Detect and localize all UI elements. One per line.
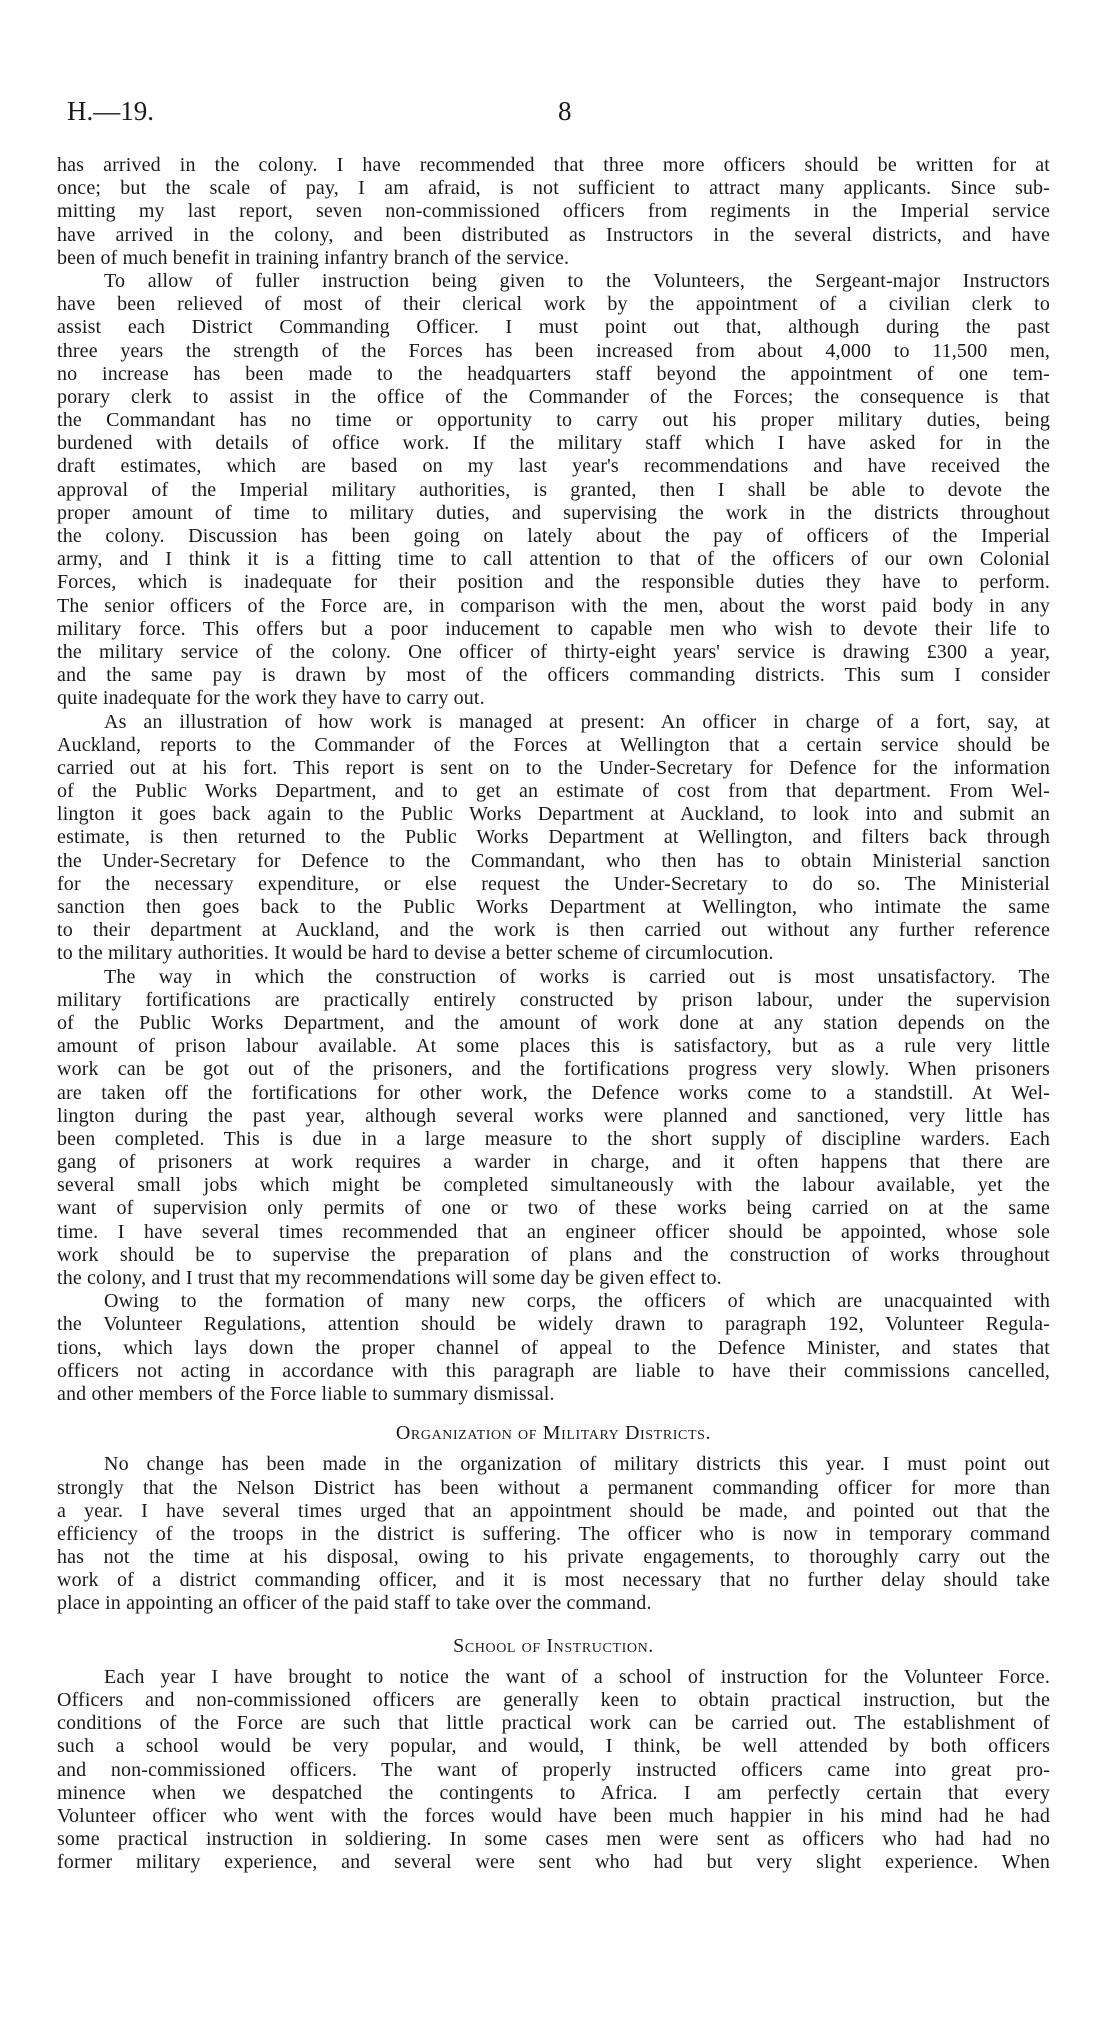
text-line: military fortifications are practically entirely constructed by prison labour, under the supervision xyxy=(57,988,1050,1011)
paragraph xyxy=(57,1453,1050,1615)
text-line: work should be to supervise the preparation of plans and the construction of works throughout xyxy=(57,1243,1050,1266)
text-line: are taken off the fortifications for other work, the Defence works come to a standstill. At Wel- xyxy=(57,1081,1050,1104)
text-line: To allow of fuller instruction being given to the Volunteers, the Sergeant-major Instructors xyxy=(104,269,1050,292)
text-line: the Volunteer Regulations, attention should be widely drawn to paragraph 192, Volunteer Regula- xyxy=(57,1313,1050,1336)
paragraph xyxy=(57,1290,1050,1406)
text-line: of the Public Works Department, and the amount of work done at any station depends on the xyxy=(57,1011,1050,1034)
paragraph xyxy=(57,1666,1050,1875)
text-line: As an illustration of how work is managed at present: An officer in charge of a fort, say, at xyxy=(104,710,1050,733)
paragraph xyxy=(57,154,1050,270)
text-line: quite inadequate for the work they have to carry out. xyxy=(57,687,485,710)
text-line: several small jobs which might be completed simultaneously with the labour available, yet the xyxy=(57,1174,1050,1197)
text-line: approval of the Imperial military authorities, is granted, then I shall be able to devote the xyxy=(57,478,1050,501)
text-line: mitting my last report, seven non-commissioned officers from regiments in the Imperial service xyxy=(57,200,1050,223)
text-line: to the military authorities. It would be hard to devise a better scheme of circumlocution. xyxy=(57,942,774,965)
text-line: The senior officers of the Force are, in comparison with the men, about the worst paid body in any xyxy=(57,594,1050,617)
paragraph xyxy=(57,270,1050,711)
text-line: military force. This offers but a poor inducement to capable men who wish to devote their life to xyxy=(57,617,1050,640)
text-line: officers not acting in accordance with this paragraph are liable to have their commissions cancelled, xyxy=(57,1359,1050,1382)
text-line: once; but the scale of pay, I am afraid, is not sufficient to attract many applicants. Since sub- xyxy=(57,177,1050,200)
text-line: the Commandant has no time or opportunity to carry out his proper military duties, being xyxy=(57,409,1050,432)
text-line: burdened with details of office work. If the military staff which I have asked for in the xyxy=(57,432,1050,455)
text-line: Officers and non-commissioned officers are generally keen to obtain practical instruction, but the xyxy=(57,1689,1050,1711)
text-line: and non-commissioned officers. The want of properly instructed officers came into great pro- xyxy=(57,1758,1050,1781)
text-line: proper amount of time to military duties, and supervising the work in the districts throughout xyxy=(57,501,1050,524)
text-line: draft estimates, which are based on my last year's recommendations and have received the xyxy=(57,455,1050,478)
text-line: of the Public Works Department, and to get an estimate of cost from that department. From Wel- xyxy=(57,780,1050,803)
text-line: assist each District Commanding Officer. I must point out that, although during the past xyxy=(57,316,1050,339)
text-line: sanction then goes back to the Public Works Department at Wellington, who intimate the same xyxy=(57,896,1050,918)
text-line: gang of prisoners at work requires a warder in charge, and it often happens that there are xyxy=(57,1151,1050,1174)
text-line: conditions of the Force are such that little practical work can be carried out. The establishment of xyxy=(57,1712,1050,1735)
text-line: efficiency of the troops in the district is suffering. The officer who is now in temporary command xyxy=(57,1522,1050,1545)
text-line: the colony. Discussion has been going on lately about the pay of officers of the Imperial xyxy=(57,525,1050,547)
paragraph xyxy=(57,966,1050,1291)
text-line: for the necessary expenditure, or else request the Under-Secretary to do so. The Ministerial xyxy=(57,872,1050,895)
text-line: Forces, which is inadequate for their position and the responsible duties they have to perform. xyxy=(57,571,1050,594)
text-line: have been relieved of most of their clerical work by the appointment of a civilian clerk to xyxy=(57,293,1050,316)
text-line: have arrived in the colony, and been distributed as Instructors in the several districts, and have xyxy=(57,223,1050,246)
text-line: lington it goes back again to the Public Works Department at Auckland, to look into and submit an xyxy=(57,803,1050,826)
text-line: carried out at his fort. This report is sent on to the Under-Secretary for Defence for the information xyxy=(57,756,1050,779)
text-line: some practical instruction in soldiering. In some cases men were sent as officers who had had no xyxy=(57,1828,1050,1851)
text-line: army, and I think it is a fitting time to call attention to that of the officers of our own Colonial xyxy=(57,548,1050,571)
text-line: work can be got out of the prisoners, and the fortifications progress very slowly. When prisoners xyxy=(57,1058,1050,1081)
text-line: minence when we despatched the contingents to Africa. I am perfectly certain that every xyxy=(57,1781,1050,1804)
text-line: a year. I have several times urged that an appointment should be made, and pointed out that the xyxy=(57,1499,1050,1522)
text-line: such a school would be very popular, and would, I think, be well attended by both officers xyxy=(57,1735,1050,1758)
section-heading: Organization of Military Districts. xyxy=(395,1422,712,1445)
text-line: Each year I have brought to notice the want of a school of instruction for the Volunteer Force. xyxy=(104,1665,1050,1688)
page-header xyxy=(0,96,1114,130)
text-line: work of a district commanding officer, and it is most necessary that no further delay should take xyxy=(57,1569,1050,1592)
text-line: and the same pay is drawn by most of the officers commanding districts. This sum I consider xyxy=(57,664,1050,687)
text-line: estimate, is then returned to the Public Works Department at Wellington, and filters back through xyxy=(57,826,1050,849)
body-text xyxy=(57,154,1050,1875)
text-line: time. I have several times recommended that an engineer officer should be appointed, whose sole xyxy=(57,1220,1050,1243)
text-line: porary clerk to assist in the office of the Commander of the Forces; the consequence is that xyxy=(57,385,1050,408)
text-line: Volunteer officer who went with the forces would have been much happier in his mind had he had xyxy=(57,1804,1050,1827)
text-line: Owing to the formation of many new corps, the officers of which are unacquainted with xyxy=(104,1290,1050,1313)
paragraph xyxy=(57,711,1050,966)
text-line: The way in which the construction of works is carried out is most unsatisfactory. The xyxy=(104,965,1050,988)
text-line: the military service of the colony. One officer of thirty-eight years' service is drawing £300 a year, xyxy=(57,640,1050,663)
text-line: want of supervision only permits of one or two of these works being carried on at the same xyxy=(57,1197,1050,1220)
text-line: No change has been made in the organization of military districts this year. I must point out xyxy=(104,1453,1050,1476)
text-line: the colony, and I trust that my recommendations will some day be given effect to. xyxy=(57,1267,722,1289)
text-line: tions, which lays down the proper channel of appeal to the Defence Minister, and states that xyxy=(57,1336,1050,1359)
text-line: to their department at Auckland, and the work is then carried out without any further reference xyxy=(57,919,1050,942)
text-line: place in appointing an officer of the paid staff to take over the command. xyxy=(57,1592,652,1615)
text-line: been completed. This is due in a large measure to the short supply of discipline warders. Each xyxy=(57,1127,1050,1150)
text-line: has not the time at his disposal, owing to his private engagements, to thoroughly carry out the xyxy=(57,1546,1050,1569)
text-line: the Under-Secretary for Defence to the Commandant, who then has to obtain Ministerial sanction xyxy=(57,849,1050,872)
text-line: Auckland, reports to the Commander of the Forces at Wellington that a certain service should be xyxy=(57,733,1050,756)
text-line: been of much benefit in training infantry branch of the service. xyxy=(57,246,570,269)
section-heading: School of Instruction. xyxy=(453,1634,654,1657)
text-line: three years the strength of the Forces has been increased from about 4,000 to 11,500 men, xyxy=(57,339,1050,362)
text-line: and other members of the Force liable to summary dismissal. xyxy=(57,1382,555,1405)
text-line: strongly that the Nelson District has been without a permanent commanding officer for more than xyxy=(57,1476,1050,1499)
page-number: 8 xyxy=(558,96,572,126)
text-line: lington during the past year, although several works were planned and sanctioned, very little has xyxy=(57,1104,1050,1127)
text-line: no increase has been made to the headquarters staff beyond the appointment of one tem- xyxy=(57,362,1050,385)
text-line: has arrived in the colony. I have recommended that three more officers should be written for at xyxy=(57,154,1050,176)
document-reference: H.—19. xyxy=(67,96,154,126)
text-line: amount of prison labour available. At some places this is satisfactory, but as a rule very little xyxy=(57,1035,1050,1058)
text-line: former military experience, and several were sent who had but very slight experience. When xyxy=(57,1851,1050,1874)
